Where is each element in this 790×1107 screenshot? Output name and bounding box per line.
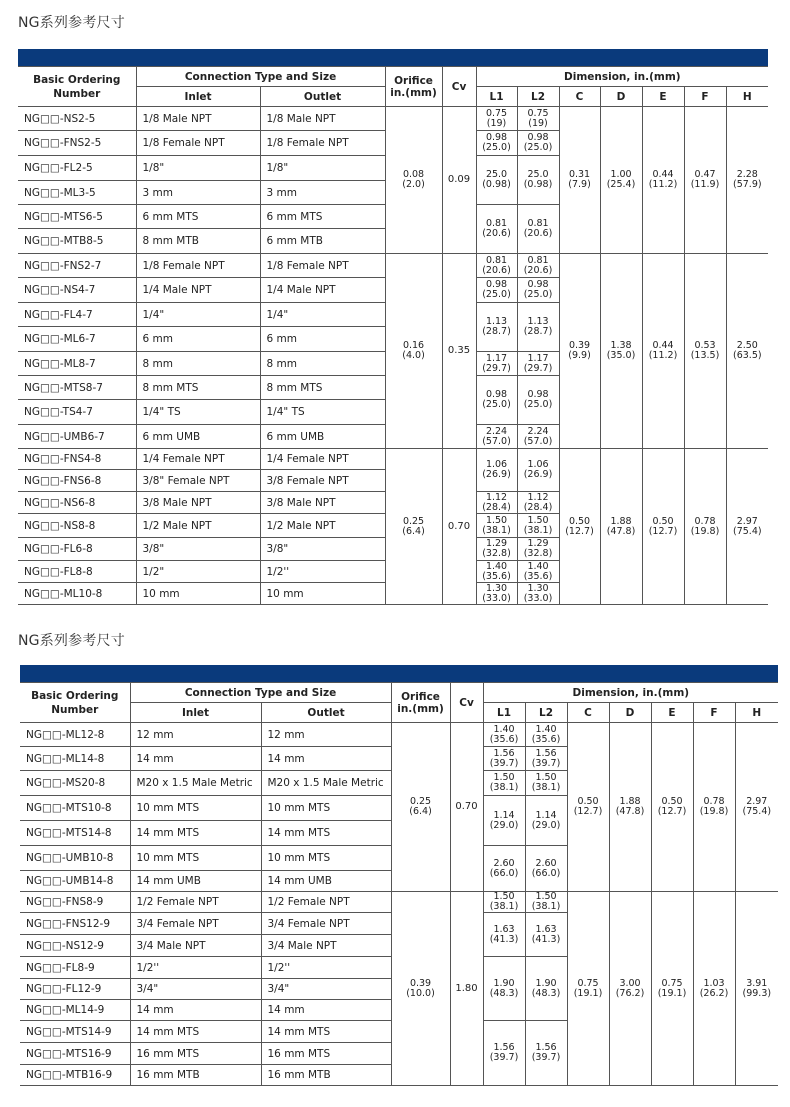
outlet-value: 3/8" (260, 538, 385, 561)
table-header-bar (18, 49, 768, 66)
connection-header: Connection Type and Size (130, 683, 391, 703)
ordering-number: NG□□-NS4-7 (18, 278, 136, 303)
inlet-value: 3/4" (130, 979, 261, 1000)
outlet-header: Outlet (261, 703, 391, 723)
d-value: 3.00 (76.2) (609, 892, 651, 1086)
ordering-header-line1: Basic Ordering (31, 689, 119, 702)
l1-value: 1.17 (29.7) (476, 352, 517, 376)
outlet-value: 8 mm MTS (260, 376, 385, 400)
outlet-value: 1/4 Female NPT (260, 449, 385, 470)
l2-value: 1.56 (39.7) (525, 1021, 567, 1086)
ordering-number: NG□□-ML8-7 (18, 352, 136, 376)
ordering-number: NG□□-MTB16-9 (20, 1065, 130, 1086)
outlet-value: 1/8 Male NPT (260, 107, 385, 131)
section-title: NG系列参考尺寸 (18, 15, 125, 31)
l2-value: 0.98 (25.0) (517, 131, 559, 156)
outlet-value: 10 mm (260, 583, 385, 605)
l1-value: 1.06 (26.9) (476, 449, 517, 492)
l2-value: 1.06 (26.9) (517, 449, 559, 492)
l2-value: 1.56 (39.7) (525, 747, 567, 771)
h-value: 2.28 (57.9) (726, 107, 768, 254)
inlet-value: 14 mm MTS (130, 1021, 261, 1043)
inlet-value: 14 mm (130, 1000, 261, 1021)
c-header: C (559, 87, 600, 107)
inlet-value: 1/8" (136, 156, 260, 181)
ordering-number: NG□□-ML3-5 (18, 181, 136, 205)
outlet-value: 12 mm (261, 723, 391, 747)
l1-value: 1.63 (41.3) (483, 913, 525, 957)
d-value: 1.38 (35.0) (600, 254, 642, 449)
ordering-header-line2: Number (53, 87, 101, 100)
d-header: D (609, 703, 651, 723)
inlet-value: 1/2'' (130, 957, 261, 979)
outlet-value: 10 mm MTS (261, 846, 391, 871)
l1-value: 2.24 (57.0) (476, 425, 517, 449)
inlet-value: 1/8 Female NPT (136, 131, 260, 156)
ordering-number: NG□□-NS12-9 (20, 935, 130, 957)
inlet-value: 1/2" (136, 561, 260, 583)
orifice-header (391, 683, 450, 723)
inlet-value: 1/8 Female NPT (136, 254, 260, 278)
outlet-header: Outlet (260, 87, 385, 107)
orifice-header-line2: in.(mm) (397, 702, 444, 715)
outlet-value: 1/8 Female NPT (260, 254, 385, 278)
l1-value: 25.0 (0.98) (476, 156, 517, 205)
inlet-value: 3/8" Female NPT (136, 470, 260, 492)
c-value: 0.50 (12.7) (559, 449, 600, 605)
inlet-value: 3/8" (136, 538, 260, 561)
ordering-number: NG□□-ML14-9 (20, 1000, 130, 1021)
l1-value: 1.12 (28.4) (476, 492, 517, 514)
inlet-value: 1/4 Female NPT (136, 449, 260, 470)
ordering-number: NG□□-ML10-8 (18, 583, 136, 605)
l2-value: 0.81 (20.6) (517, 254, 559, 278)
cv-header: Cv (450, 683, 483, 723)
ordering-number: NG□□-FL8-8 (18, 561, 136, 583)
f-header: F (684, 87, 726, 107)
e-value: 0.75 (19.1) (651, 892, 693, 1086)
f-value: 0.78 (19.8) (693, 723, 735, 892)
inlet-value: 10 mm MTS (130, 846, 261, 871)
table-row (20, 723, 778, 747)
l2-value: 1.50 (38.1) (525, 892, 567, 913)
l2-value: 1.40 (35.6) (525, 723, 567, 747)
e-header: E (651, 703, 693, 723)
l2-value: 1.63 (41.3) (525, 913, 567, 957)
l1-value: 1.40 (35.6) (476, 561, 517, 583)
f-value: 0.47 (11.9) (684, 107, 726, 254)
l2-value: 1.90 (48.3) (525, 957, 567, 1021)
l2-value: 2.24 (57.0) (517, 425, 559, 449)
l1-value: 0.98 (25.0) (476, 376, 517, 425)
cv-value: 0.09 (442, 107, 476, 254)
l1-value: 1.50 (38.1) (483, 771, 525, 796)
inlet-value: 8 mm (136, 352, 260, 376)
ordering-number: NG□□-MS20-8 (20, 771, 130, 796)
e-value: 0.44 (11.2) (642, 107, 684, 254)
outlet-value: 14 mm (261, 1000, 391, 1021)
l2-value: 1.30 (33.0) (517, 583, 559, 605)
ordering-number: NG□□-UMB6-7 (18, 425, 136, 449)
outlet-value: 16 mm MTB (261, 1065, 391, 1086)
section-title-2: NG系列参考尺寸 (18, 633, 125, 649)
inlet-value: 1/8 Male NPT (136, 107, 260, 131)
inlet-value: 14 mm (130, 747, 261, 771)
outlet-value: 6 mm MTS (260, 205, 385, 229)
inlet-value: 6 mm MTS (136, 205, 260, 229)
ordering-number: NG□□-MTS14-9 (20, 1021, 130, 1043)
outlet-value: 3/8 Male NPT (260, 492, 385, 514)
outlet-value: 1/2'' (260, 561, 385, 583)
l2-value: 1.40 (35.6) (517, 561, 559, 583)
h-header: H (735, 703, 778, 723)
inlet-header: Inlet (136, 87, 260, 107)
ordering-number: NG□□-NS2-5 (18, 107, 136, 131)
f-value: 0.78 (19.8) (684, 449, 726, 605)
inlet-value: 10 mm (136, 583, 260, 605)
l2-value: 0.98 (25.0) (517, 376, 559, 425)
l1-value: 1.50 (38.1) (476, 514, 517, 538)
l2-value: 1.12 (28.4) (517, 492, 559, 514)
inlet-value: 14 mm UMB (130, 871, 261, 892)
l2-value: 1.50 (38.1) (517, 514, 559, 538)
spec-table-1 (18, 66, 768, 605)
ordering-header-line1: Basic Ordering (33, 73, 121, 86)
outlet-value: 3 mm (260, 181, 385, 205)
outlet-value: 14 mm MTS (261, 1021, 391, 1043)
f-value: 0.53 (13.5) (684, 254, 726, 449)
inlet-value: 6 mm UMB (136, 425, 260, 449)
ordering-number: NG□□-FNS4-8 (18, 449, 136, 470)
inlet-value: 3 mm (136, 181, 260, 205)
l2-value: 0.81 (20.6) (517, 205, 559, 254)
table-header-bar-2 (20, 665, 778, 682)
cv-value: 1.80 (450, 892, 483, 1086)
ordering-number: NG□□-FNS8-9 (20, 892, 130, 913)
l1-value: 1.50 (38.1) (483, 892, 525, 913)
outlet-value: 3/8 Female NPT (260, 470, 385, 492)
ordering-number: NG□□-FNS2-7 (18, 254, 136, 278)
outlet-value: 1/2'' (261, 957, 391, 979)
ordering-number: NG□□-UMB10-8 (20, 846, 130, 871)
outlet-value: 1/2 Male NPT (260, 514, 385, 538)
outlet-value: 16 mm MTS (261, 1043, 391, 1065)
f-value: 1.03 (26.2) (693, 892, 735, 1086)
table-row (18, 107, 768, 131)
inlet-value: 8 mm MTB (136, 229, 260, 254)
h-value: 3.91 (99.3) (735, 892, 778, 1086)
orifice-value: 0.08 (2.0) (385, 107, 442, 254)
outlet-value: 1/4" (260, 303, 385, 327)
l1-value: 1.56 (39.7) (483, 1021, 525, 1086)
ordering-header (20, 683, 130, 723)
inlet-value: 1/2 Male NPT (136, 514, 260, 538)
outlet-value: 1/8 Female NPT (260, 131, 385, 156)
ordering-number: NG□□-FL6-8 (18, 538, 136, 561)
ordering-number: NG□□-ML14-8 (20, 747, 130, 771)
inlet-value: 1/4 Male NPT (136, 278, 260, 303)
inlet-header: Inlet (130, 703, 261, 723)
inlet-value: 6 mm (136, 327, 260, 352)
l2-value: 1.14 (29.0) (525, 796, 567, 846)
cv-value: 0.70 (442, 449, 476, 605)
inlet-value: 10 mm MTS (130, 796, 261, 821)
ordering-number: NG□□-NS6-8 (18, 492, 136, 514)
h-value: 2.50 (63.5) (726, 254, 768, 449)
ordering-number: NG□□-FL8-9 (20, 957, 130, 979)
outlet-value: 6 mm (260, 327, 385, 352)
inlet-value: M20 x 1.5 Male Metric (130, 771, 261, 796)
inlet-value: 3/4 Female NPT (130, 913, 261, 935)
inlet-value: 12 mm (130, 723, 261, 747)
l1-value: 1.29 (32.8) (476, 538, 517, 561)
outlet-value: 14 mm MTS (261, 821, 391, 846)
ordering-header (18, 67, 136, 107)
ordering-number: NG□□-FL4-7 (18, 303, 136, 327)
l1-value: 1.56 (39.7) (483, 747, 525, 771)
l1-value: 0.81 (20.6) (476, 205, 517, 254)
l1-value: 0.98 (25.0) (476, 131, 517, 156)
inlet-value: 8 mm MTS (136, 376, 260, 400)
outlet-value: 6 mm UMB (260, 425, 385, 449)
ordering-number: NG□□-ML12-8 (20, 723, 130, 747)
outlet-value: 3/4 Male NPT (261, 935, 391, 957)
table-row (18, 449, 768, 470)
l1-header: L1 (476, 87, 517, 107)
outlet-value: 14 mm (261, 747, 391, 771)
e-value: 0.50 (12.7) (651, 723, 693, 892)
inlet-value: 1/2 Female NPT (130, 892, 261, 913)
inlet-value: 14 mm MTS (130, 821, 261, 846)
ordering-number: NG□□-FNS2-5 (18, 131, 136, 156)
outlet-value: 1/4 Male NPT (260, 278, 385, 303)
orifice-header-line1: Orifice (394, 74, 433, 87)
l2-value: 1.50 (38.1) (525, 771, 567, 796)
l1-value: 1.14 (29.0) (483, 796, 525, 846)
cv-value: 0.35 (442, 254, 476, 449)
l2-header: L2 (525, 703, 567, 723)
table-row (18, 254, 768, 278)
orifice-value: 0.25 (6.4) (391, 723, 450, 892)
outlet-value: 1/4" TS (260, 400, 385, 425)
orifice-header (385, 67, 442, 107)
l2-value: 0.75 (19) (517, 107, 559, 131)
orifice-value: 0.25 (6.4) (385, 449, 442, 605)
h-value: 2.97 (75.4) (726, 449, 768, 605)
h-value: 2.97 (75.4) (735, 723, 778, 892)
orifice-value: 0.39 (10.0) (391, 892, 450, 1086)
h-header: H (726, 87, 768, 107)
ordering-header-line2: Number (51, 703, 99, 716)
ordering-number: NG□□-UMB14-8 (20, 871, 130, 892)
ordering-number: NG□□-FL12-9 (20, 979, 130, 1000)
dimension-header: Dimension, in.(mm) (483, 683, 778, 703)
l2-value: 1.13 (28.7) (517, 303, 559, 352)
orifice-value: 0.16 (4.0) (385, 254, 442, 449)
l1-value: 0.75 (19) (476, 107, 517, 131)
ordering-number: NG□□-MTS6-5 (18, 205, 136, 229)
l1-value: 1.90 (48.3) (483, 957, 525, 1021)
ordering-number: NG□□-MTS14-8 (20, 821, 130, 846)
outlet-value: 3/4" (261, 979, 391, 1000)
ordering-number: NG□□-MTS10-8 (20, 796, 130, 821)
c-value: 0.31 (7.9) (559, 107, 600, 254)
ordering-number: NG□□-NS8-8 (18, 514, 136, 538)
d-value: 1.88 (47.8) (609, 723, 651, 892)
c-value: 0.50 (12.7) (567, 723, 609, 892)
ordering-number: NG□□-ML6-7 (18, 327, 136, 352)
dimension-header: Dimension, in.(mm) (476, 67, 768, 87)
l2-header: L2 (517, 87, 559, 107)
l1-value: 1.40 (35.6) (483, 723, 525, 747)
connection-header: Connection Type and Size (136, 67, 385, 87)
inlet-value: 1/4" (136, 303, 260, 327)
ordering-number: NG□□-MTS8-7 (18, 376, 136, 400)
outlet-value: 10 mm MTS (261, 796, 391, 821)
ordering-number: NG□□-FL2-5 (18, 156, 136, 181)
e-value: 0.44 (11.2) (642, 254, 684, 449)
d-header: D (600, 87, 642, 107)
orifice-header-line1: Orifice (401, 690, 440, 703)
cv-header: Cv (442, 67, 476, 107)
l2-value: 1.29 (32.8) (517, 538, 559, 561)
outlet-value: 6 mm MTB (260, 229, 385, 254)
l2-value: 2.60 (66.0) (525, 846, 567, 892)
l1-value: 1.13 (28.7) (476, 303, 517, 352)
outlet-value: 1/2 Female NPT (261, 892, 391, 913)
inlet-value: 1/4" TS (136, 400, 260, 425)
ordering-number: NG□□-TS4-7 (18, 400, 136, 425)
ordering-number: NG□□-FNS6-8 (18, 470, 136, 492)
orifice-header-line2: in.(mm) (390, 86, 437, 99)
e-value: 0.50 (12.7) (642, 449, 684, 605)
cv-value: 0.70 (450, 723, 483, 892)
c-value: 0.39 (9.9) (559, 254, 600, 449)
e-header: E (642, 87, 684, 107)
d-value: 1.88 (47.8) (600, 449, 642, 605)
table-row (20, 892, 778, 913)
inlet-value: 3/4 Male NPT (130, 935, 261, 957)
inlet-value: 16 mm MTB (130, 1065, 261, 1086)
ordering-number: NG□□-MTB8-5 (18, 229, 136, 254)
outlet-value: 8 mm (260, 352, 385, 376)
c-value: 0.75 (19.1) (567, 892, 609, 1086)
outlet-value: 1/8" (260, 156, 385, 181)
outlet-value: 14 mm UMB (261, 871, 391, 892)
l1-header: L1 (483, 703, 525, 723)
ordering-number: NG□□-MTS16-9 (20, 1043, 130, 1065)
l2-value: 1.17 (29.7) (517, 352, 559, 376)
inlet-value: 3/8 Male NPT (136, 492, 260, 514)
l2-value: 25.0 (0.98) (517, 156, 559, 205)
outlet-value: M20 x 1.5 Male Metric (261, 771, 391, 796)
inlet-value: 16 mm MTS (130, 1043, 261, 1065)
d-value: 1.00 (25.4) (600, 107, 642, 254)
l2-value: 0.98 (25.0) (517, 278, 559, 303)
l1-value: 1.30 (33.0) (476, 583, 517, 605)
ordering-number: NG□□-FNS12-9 (20, 913, 130, 935)
outlet-value: 3/4 Female NPT (261, 913, 391, 935)
l1-value: 0.98 (25.0) (476, 278, 517, 303)
c-header: C (567, 703, 609, 723)
spec-table-2 (20, 682, 778, 1086)
f-header: F (693, 703, 735, 723)
l1-value: 2.60 (66.0) (483, 846, 525, 892)
l1-value: 0.81 (20.6) (476, 254, 517, 278)
